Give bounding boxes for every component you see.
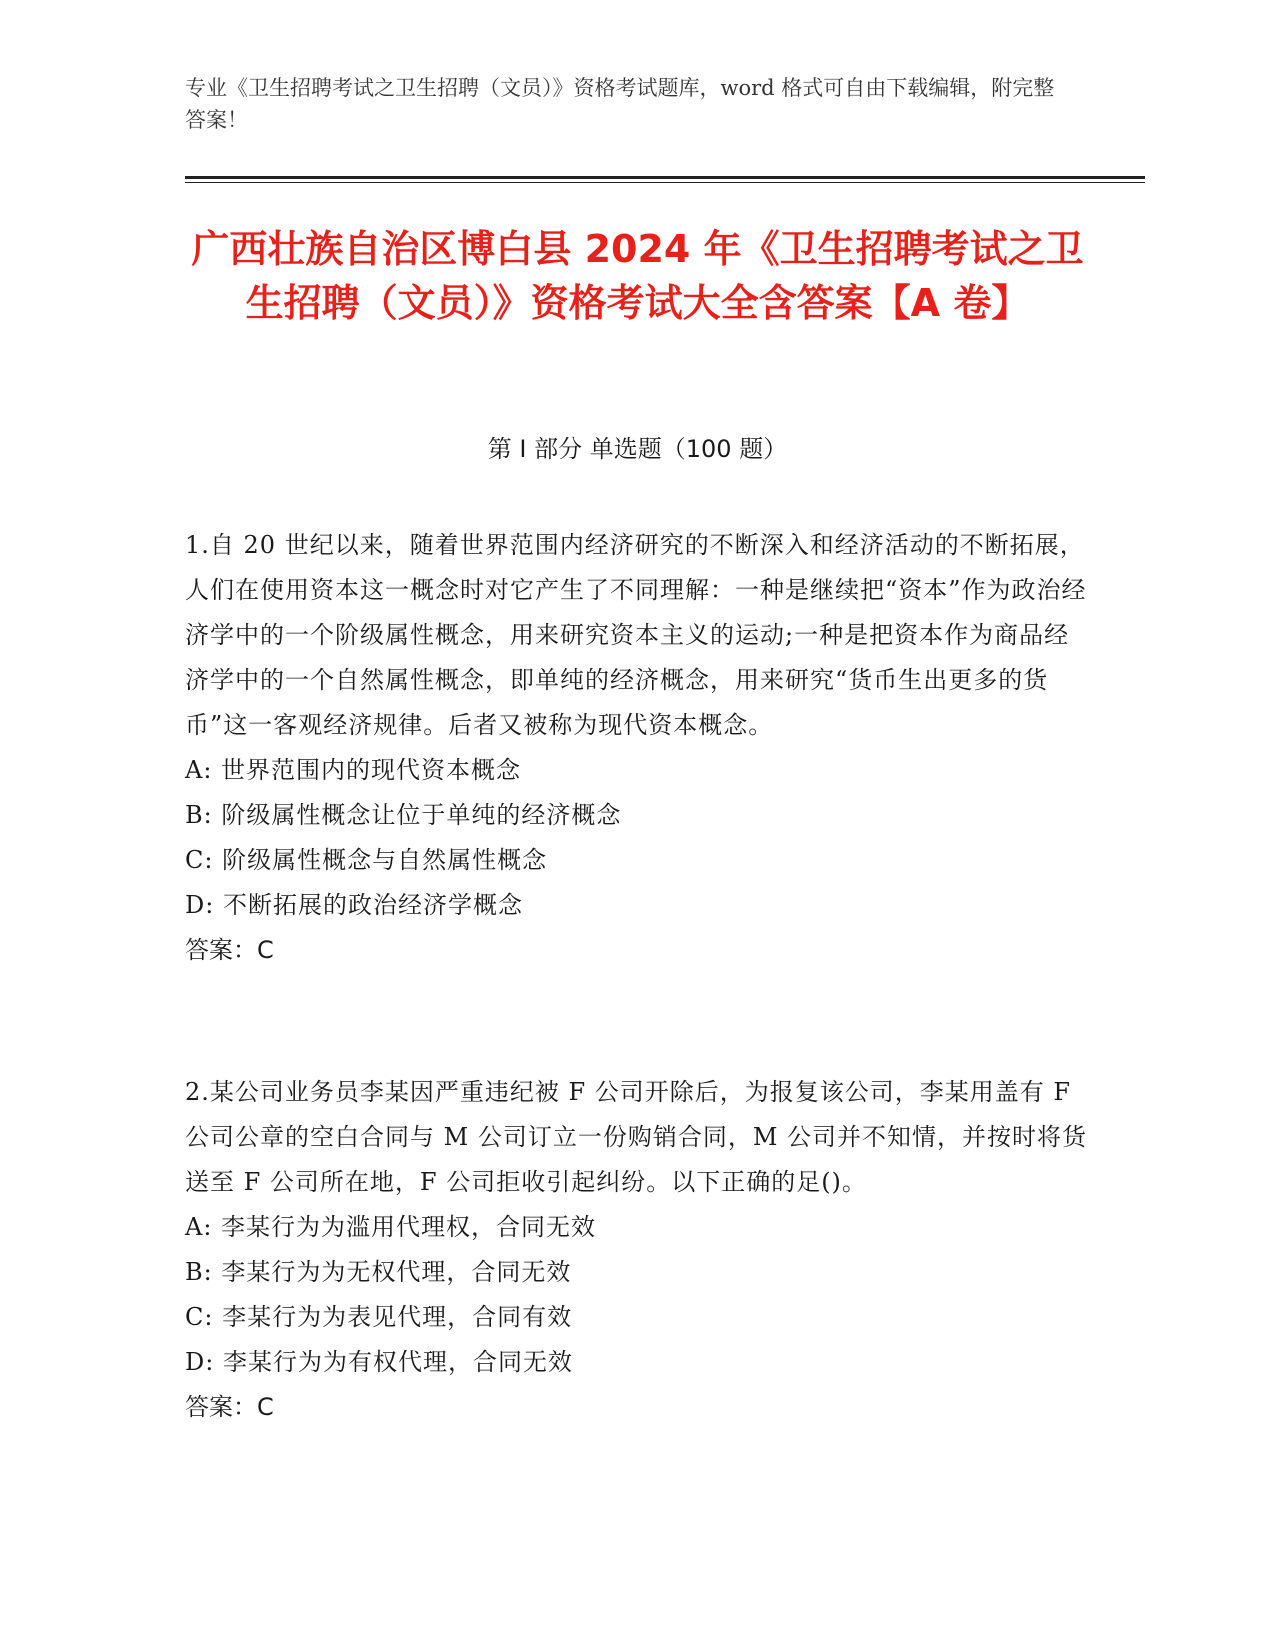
option-b: B: 李某行为为无权代理，合同无效	[185, 1258, 572, 1286]
document-title: 广西壮族自治区博白县 2024 年《卫生招聘考试之卫生招聘（文员）》资格考试大全含答案【A 卷】	[191, 227, 1084, 325]
option-b: B: 阶级属性概念让位于单纯的经济概念	[185, 801, 622, 829]
answer: 答案：C	[185, 936, 274, 964]
option-a: A: 世界范围内的现代资本概念	[185, 756, 522, 784]
option-c: C: 李某行为为表见代理，合同有效	[185, 1303, 573, 1331]
option-c: C: 阶级属性概念与自然属性概念	[185, 846, 548, 874]
question-stem: 1.自 20 世纪以来，随着世界范围内经济研究的不断深入和经济活动的不断拓展，人们在使用资本这一概念时对它产生了不同理解：一种是继续把“资本”作为政治经济学中的一个阶级属性概念，用来研究资本主义的运动;一种是把资本作为商品经济学中的一个自然属性概念，即单纯的经济概念，用来研究“货币生出更多的货币”这一客观经济规律。后者又被称为现代资本概念。	[185, 531, 1087, 739]
header-rule-thin	[185, 182, 1145, 183]
section-heading: 第 I 部分 单选题（100 题）	[487, 435, 788, 463]
question-2	[185, 1070, 1090, 1430]
answer: 答案：C	[185, 1393, 274, 1421]
header-note: 专业《卫生招聘考试之卫生招聘（文员）》资格考试题库，word 格式可自由下载编辑，附完整答案！	[185, 76, 1055, 132]
question-stem: 2.某公司业务员李某因严重违纪被 F 公司开除后，为报复该公司，李某用盖有 F 公司公章的空白合同与 M 公司订立一份购销合同，M 公司并不知情，并按时将货送至 F 公司所在地，F 公司拒收引起纠纷。以下正确的足()。	[185, 1078, 1088, 1196]
option-d: D: 李某行为为有权代理，合同无效	[185, 1348, 573, 1376]
option-d: D: 不断拓展的政治经济学概念	[185, 891, 523, 919]
option-a: A: 李某行为为滥用代理权，合同无效	[185, 1213, 597, 1241]
header-rule-thick	[185, 176, 1145, 179]
question-1	[185, 523, 1090, 973]
